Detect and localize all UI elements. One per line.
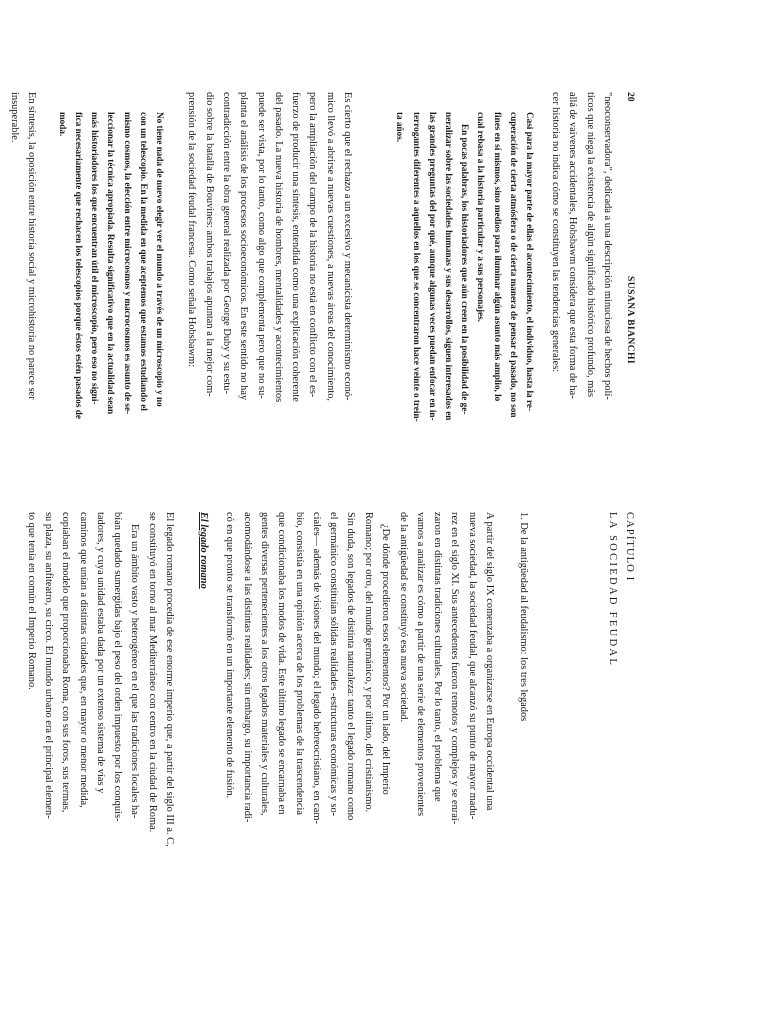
text-line: se constituyó en torno al mar Mediterráneo con centro en la ciudad de Roma. xyxy=(146,512,158,833)
subheading-block xyxy=(195,512,212,1012)
text-line: allá de vaivenes accidentales, Hobsbawm considera que esta forma de ha- xyxy=(567,92,579,399)
text-line: ciales— además de visiones del mundo; el legado hebreocristiano, en cam- xyxy=(310,512,322,824)
text-line: el germánico constituían sólidas realidades -estructuras económicas y so- xyxy=(328,512,340,817)
text-line: vamos a analizar es cómo a partir de una serie de elementos provenientes xyxy=(414,512,426,817)
text-line: zaron en distintas tradiciones culturales. Por lo tanto, el problema que xyxy=(432,512,444,802)
text-line: acomodándose a las distintas realidades; sin embargo, su importancia radi- xyxy=(241,512,253,823)
text-line: rez en el siglo XI. Sus antecedentes fueron remotos y complejos y se enrai- xyxy=(449,512,461,825)
text-line: pero la ampliación del campo de la historia no está en conflicto con el es- xyxy=(307,92,319,398)
chapter-number: CAPÍTULO I xyxy=(624,512,635,582)
text-line: "neoconservadora", dedicada a una descripción minuciosa de hechos polí- xyxy=(602,92,613,400)
text-line: cual rebasa a la historia particular y a sus personajes. xyxy=(476,112,487,322)
text-line: mico llevó a abrirse a nuevas cuestiones, a nuevas áreas del conocimiento, xyxy=(324,92,336,402)
right-paragraph-1 xyxy=(394,512,498,1012)
text-line: A partir del siglo IX comenzaba a organizarse en Europa occidental una xyxy=(484,512,495,811)
text-line: neralizar sobre las sociedades humanas y sus desarrollos, siguen interesados en xyxy=(443,112,454,421)
text-line: có en que pronto se transformó en un importante elemento de fusión. xyxy=(224,512,236,799)
text-line: Sin duda, son legados de distinta naturaleza: tanto el legado romano como xyxy=(345,512,357,821)
text-line: terrogantes diferentes a aquellos en los que se concentraron hace veinte o trein- xyxy=(411,112,422,422)
text-line: contradicción entre la obra general realizada por George Duby y su estu- xyxy=(220,92,232,394)
text-line: prensión de la sociedad feudal francesa. Como señala Hobsbawm: xyxy=(186,92,198,367)
text-line: mismo cosmos, la elección entre microcosmos y macrocosmos es asunto de se- xyxy=(122,112,133,415)
text-line: del pasado. La nueva historia de hombres, mentalidades y acontecimientos xyxy=(272,92,284,403)
text-line: ta años. xyxy=(395,112,406,143)
chapter-title: LA SOCIEDAD FEUDAL xyxy=(606,512,618,668)
text-line: dio sobre la batalla de Bouvines: ambos trabajos apuntan a la mejor com- xyxy=(203,92,215,397)
text-line: ticos que niega la existencia de algún significado histórico profundo, más xyxy=(584,92,596,397)
text-line: con un telescopio. En la medida en que aceptemos que estamos estudiando el xyxy=(138,112,149,411)
text-line: Romano; por otro, del mundo germánico, y por último, del cristianismo. xyxy=(362,512,374,813)
text-line: tadores, y cuya unidad estaba dada por un extenso sistema de vías y xyxy=(94,512,106,794)
text-line: copiaban el modelo que proporcionaba Roma, con sus foros, sus termas, xyxy=(60,512,72,813)
text-line: que condicionaba los modos de vida. Este último legado se encarnaba en xyxy=(276,512,288,815)
text-line: bían quedado sumergidas bajo el peso del orden impuesto por los conquis- xyxy=(112,512,124,822)
text-line: bio, consistía en una opinión acerca de los problemas de la trascendencia xyxy=(293,512,305,815)
text-line: El legado romano procedía de ese enorme imperio que, a partir del siglo III a. C, xyxy=(164,512,175,847)
text-line: nueva sociedad, la sociedad feudal, que alcanzó su punto de mayor madu- xyxy=(466,512,478,820)
page-number: 20 xyxy=(625,92,636,102)
left-paragraph-3 xyxy=(5,92,40,577)
chapter-title-block xyxy=(603,512,638,1012)
right-paragraph-2 xyxy=(221,512,394,1012)
text-line: puede ser vista, por lo tanto, como algo que complementa pero que no su- xyxy=(255,92,267,399)
section-title: 1. De la antigüedad al feudalismo: los tres legados xyxy=(518,512,529,722)
text-line: ¿De dónde procedieron esos elementos? Por un lado, del Imperio xyxy=(380,524,391,795)
text-line: planta el análisis de los procesos socioeconómicos. En este sentido no hay xyxy=(238,92,250,401)
text-line: fines en sí mismos, sino medios para iluminar algún asunto más amplio, lo xyxy=(492,112,503,402)
left-intro-paragraph xyxy=(547,92,616,577)
section-heading-block xyxy=(515,512,532,1012)
text-line: En pocas palabras, los historiadores que aún creen en la posibilidad de ge- xyxy=(460,124,471,415)
right-paragraph-3 xyxy=(22,512,178,1012)
text-line: En síntesis, la oposición entre historia social y microhistoria no parece ser xyxy=(26,92,37,400)
text-line: leccionar la técnica apropiada. Resulta significativo que en la actualidad sean xyxy=(106,112,117,415)
page-header xyxy=(620,92,636,364)
text-line: las grandes preguntas del por qué, aunque algunas veces puedan enfocar en in- xyxy=(427,112,438,421)
text-line: su plaza, su anfiteatro, su circo. El mundo urbano era el principal elemen- xyxy=(42,512,54,819)
text-line: Era un ámbito vasto y heterogéneo en el que las tradiciones locales ha- xyxy=(129,524,141,819)
text-line: moda. xyxy=(57,112,68,137)
text-line: cer historia no indica cómo se constituyen las tendencias generales: xyxy=(550,92,562,373)
text-line: de la antigüedad se constituyó esa nueva sociedad. xyxy=(397,512,409,723)
text-line: cuperación de cierta atmósfera o de cierta manera de pensar el pasado, no son xyxy=(508,112,519,418)
text-line: No tiene nada de nuevo elegir ver el mundo a través de un microscopio y no xyxy=(155,112,165,407)
subheading: El legado romano xyxy=(198,512,209,589)
text-line: to que tenía en común el Imperio Romano. xyxy=(25,512,37,690)
text-line: insuperable. xyxy=(8,92,20,143)
text-line: caminos que unían a distintas ciudades que, en mayor o menor medida, xyxy=(77,512,89,808)
text-line: fuerzo de producir una síntesis, entendida como una explicación coherente xyxy=(290,92,302,402)
text-line: fica necesariamente que rechacen los telescopios porque éstos estén pasados de xyxy=(73,112,84,419)
text-line: más historiadores los que encuentran útil el microscopio, pero eso no signi- xyxy=(90,112,101,405)
left-paragraph-2 xyxy=(183,92,356,577)
text-line: Es cierto que el rechazo a un excesivo y mecanicista determinismo econó- xyxy=(342,92,353,401)
text-line: gentes diversas pertenecientes a los otros legados materiales y culturales, xyxy=(258,512,270,816)
running-head: SUSANA BIANCHI xyxy=(625,276,636,364)
text-line: Casi para la mayor parte de ellas el acontecimiento, el individuo, hasta la re- xyxy=(525,112,535,411)
